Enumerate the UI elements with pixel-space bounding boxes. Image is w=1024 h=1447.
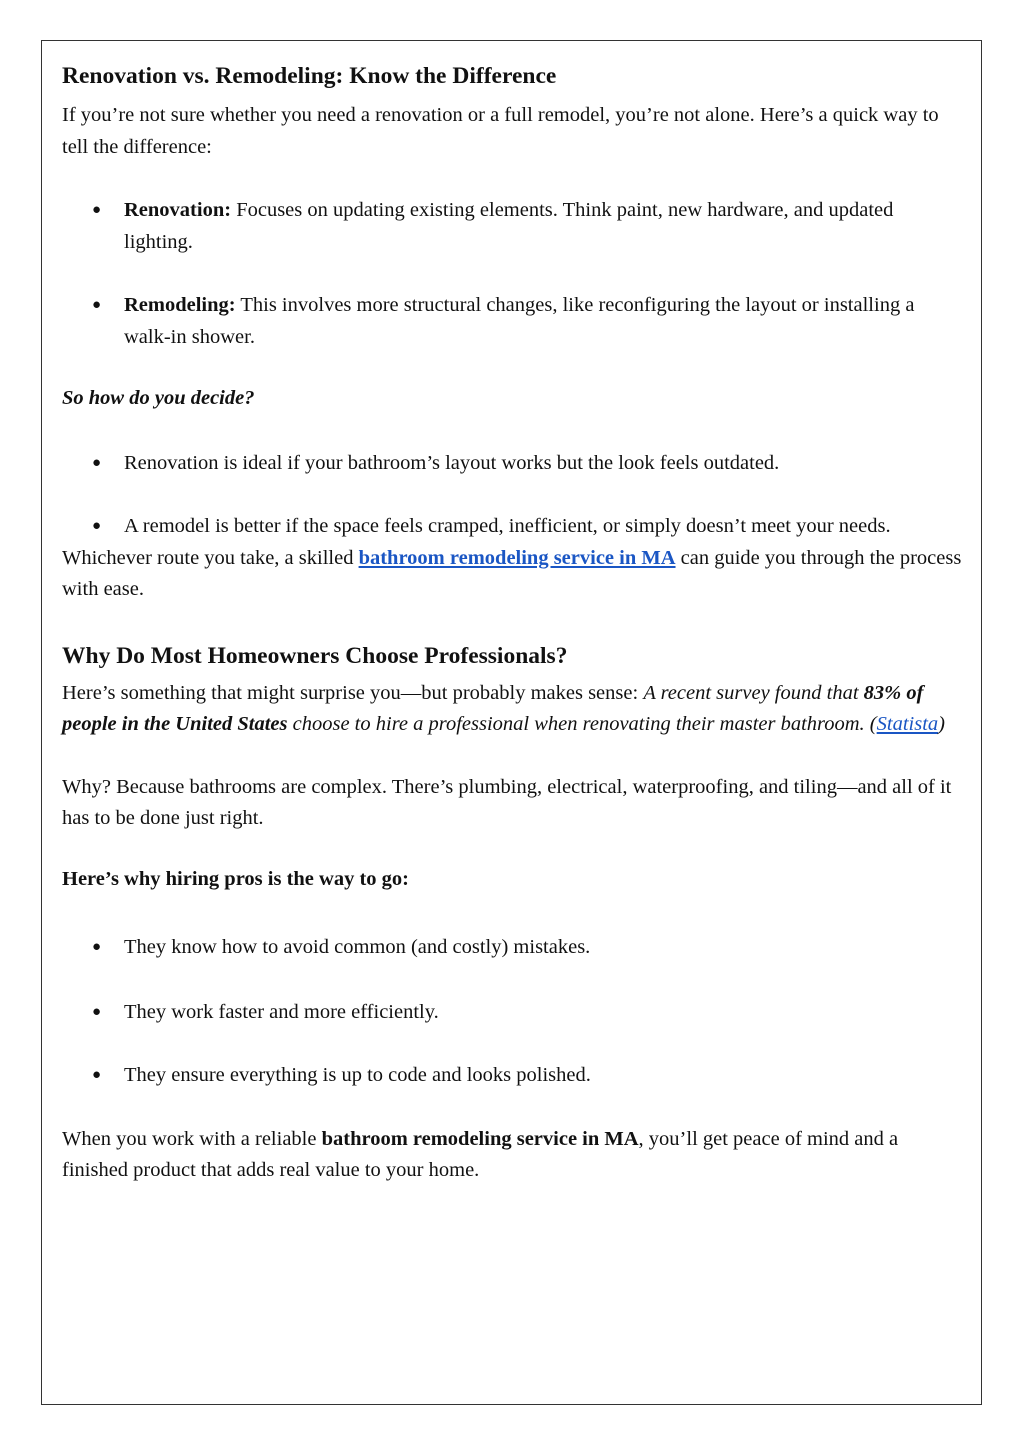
list-item — [62, 448, 962, 480]
list-item-text: They ensure everything is up to code and looks polished. — [124, 1064, 591, 1086]
pros-subheading: Here’s why hiring pros is the way to go: — [62, 867, 409, 890]
pros-list — [62, 932, 962, 1092]
final-paragraph — [62, 1124, 962, 1187]
survey-close-paren: ) — [938, 713, 945, 735]
list-item-remodeling — [62, 290, 962, 353]
term-remodeling: Remodeling: — [124, 294, 236, 316]
decide-list — [62, 448, 962, 543]
list-item — [62, 997, 962, 1029]
decide-subheading: So how do you decide? — [62, 387, 255, 409]
bullet-icon: ● — [92, 454, 102, 471]
bullet-icon: ● — [92, 939, 102, 955]
why-paragraph: Why? Because bathrooms are complex. There’s plumbing, electrical, waterproofing, and tiling—and all of it has to be done just right. — [62, 775, 952, 829]
statista-source-link[interactable]: Statista — [876, 713, 939, 735]
bullet-icon: ● — [92, 1067, 102, 1083]
closing-text-end: can guide you through the process with ease. — [62, 546, 962, 600]
intro-text: If you’re not sure whether you need a renovation or a full remodel, you’re not alone. Here’s a quick way to tell the difference: — [62, 104, 939, 158]
bathroom-remodeling-service-link[interactable]: bathroom remodeling service in MA — [358, 546, 676, 569]
list-item — [62, 1060, 962, 1092]
closing-text-start: Whichever route you take, a skilled — [62, 546, 359, 569]
final-text-end: , you’ll get peace of mind and a finished product that adds real value to your home. — [62, 1127, 899, 1181]
section-heading-why-professionals: Why Do Most Homeowners Choose Professionals? — [62, 642, 568, 669]
list-item-text: They know how to avoid common (and costly) mistakes. — [124, 936, 591, 958]
list-item-renovation — [62, 195, 962, 258]
survey-statistic: 83% of people in the United States — [62, 681, 924, 735]
definition-remodeling: This involves more structural changes, like reconfiguring the layout or installing a walk-in shower. — [124, 294, 915, 348]
list-item-text: They work faster and more efficiently. — [124, 1000, 439, 1023]
bullet-icon: ● — [92, 202, 102, 218]
survey-finding-text: A recent survey found that — [643, 681, 864, 704]
final-text-start: When you work with a reliable — [62, 1127, 322, 1150]
bathroom-remodeling-service-text: bathroom remodeling service in MA — [321, 1127, 639, 1150]
definition-list — [62, 195, 962, 353]
section-heading-renovation-vs-remodeling: Renovation vs. Remodeling: Know the Difference — [62, 63, 557, 89]
bullet-icon: ● — [92, 297, 102, 313]
survey-lead-text: Here’s something that might surprise you—but probably makes sense: — [62, 681, 644, 704]
document-body — [62, 58, 962, 1187]
list-item — [62, 932, 962, 964]
list-item-text: A remodel is better if the space feels cramped, inefficient, or simply doesn’t meet your needs. — [124, 515, 891, 537]
list-item — [62, 511, 962, 543]
survey-finding-text-end: choose to hire a professional when renovating their master bathroom. ( — [287, 713, 877, 735]
survey-paragraph — [62, 678, 962, 741]
definition-renovation: Focuses on updating existing elements. Think paint, new hardware, and updated lighting. — [124, 199, 894, 253]
term-renovation: Renovation: — [124, 199, 232, 221]
intro-paragraph — [62, 100, 962, 163]
list-item-text: Renovation is ideal if your bathroom’s layout works but the look feels outdated. — [124, 451, 780, 474]
bullet-icon: ● — [92, 518, 102, 534]
bullet-icon: ● — [92, 1003, 102, 1020]
closing-paragraph — [62, 543, 962, 606]
